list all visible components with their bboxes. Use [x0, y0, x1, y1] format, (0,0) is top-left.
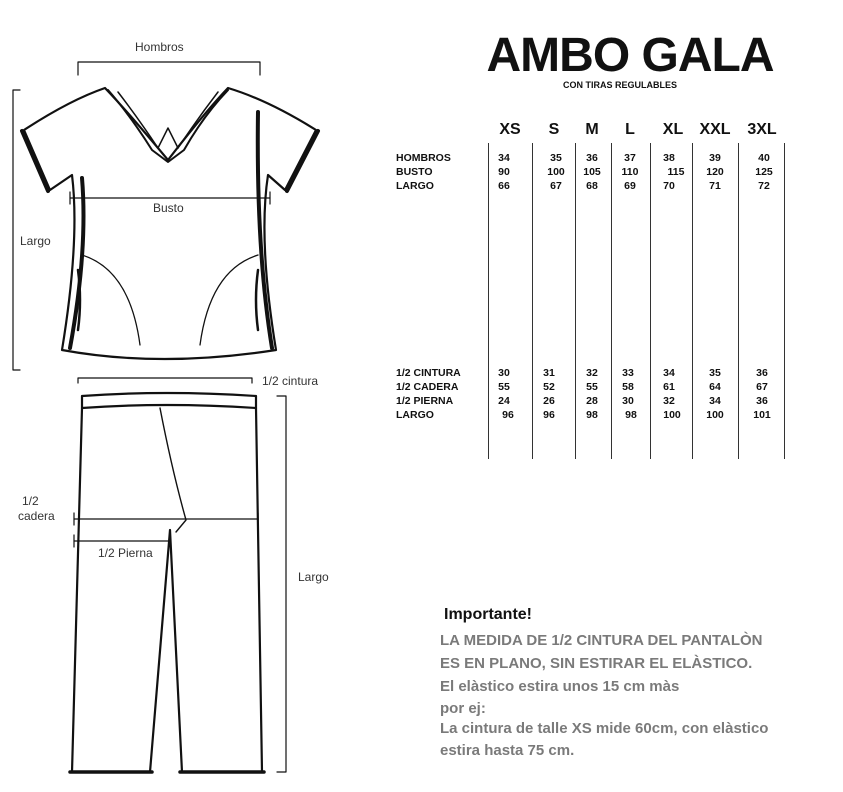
cadera-label-1: 1/2: [22, 494, 39, 508]
table-cell: 100: [663, 409, 681, 421]
table-cell: 28: [586, 395, 598, 407]
table-cell: 55: [498, 381, 510, 393]
table-cell: 64: [709, 381, 721, 393]
hombros-label: Hombros: [135, 40, 184, 54]
cintura-bracket: [78, 378, 252, 383]
size-header-s: S: [548, 121, 560, 138]
table-cell: 101: [753, 409, 771, 421]
table-cell: 26: [543, 395, 555, 407]
table-cell: 120: [706, 166, 724, 178]
table-cell: 61: [663, 381, 675, 393]
row-label-cintura: 1/2 CINTURA: [396, 367, 461, 379]
shirt-outline: [24, 88, 316, 359]
important-line: LA MEDIDA DE 1/2 CINTURA DEL PANTALÒN: [440, 632, 763, 649]
table-cell: 30: [622, 395, 634, 407]
row-label-cadera: 1/2 CADERA: [396, 381, 459, 393]
cadera-label-2: cadera: [18, 509, 55, 523]
table-cell: 115: [667, 166, 685, 178]
table-cell: 39: [709, 152, 721, 164]
table-cell: 98: [625, 409, 637, 421]
table-cell: 110: [621, 166, 639, 178]
size-header-l: L: [625, 121, 635, 138]
table-cell: 30: [498, 367, 510, 379]
page-subtitle: CON TIRAS REGULABLES: [562, 80, 677, 90]
table-cell: 52: [543, 381, 555, 393]
table-cell: 100: [706, 409, 724, 421]
table-cell: 66: [498, 180, 510, 192]
table-cell: 36: [756, 395, 768, 407]
important-heading: Importante!: [444, 606, 532, 623]
largo-top-label: Largo: [20, 234, 51, 248]
table-cell: 55: [586, 381, 598, 393]
size-header-xxl: XXL: [699, 121, 731, 138]
table-cell: 34: [498, 152, 510, 164]
page-title: AMBO GALA: [486, 29, 774, 82]
pierna-label: 1/2 Pierna: [98, 546, 153, 560]
table-cell: 100: [547, 166, 565, 178]
pants-outline: [72, 408, 262, 772]
table-cell: 90: [498, 166, 510, 178]
size-header-xl: XL: [662, 121, 684, 138]
table-cell: 70: [663, 180, 675, 192]
table-cell: 69: [624, 180, 636, 192]
cintura-label: 1/2 cintura: [262, 374, 319, 388]
hombros-bracket: [78, 62, 260, 75]
table-cell: 96: [502, 409, 514, 421]
table-cell: 36: [586, 152, 598, 164]
important-line: La cintura de talle XS mide 60cm, con elàstico: [440, 720, 769, 737]
row-label-hombros: HOMBROS: [396, 152, 451, 164]
shirt-collar: [108, 90, 228, 162]
table-cell: 32: [663, 395, 675, 407]
table-cell: 31: [543, 367, 555, 379]
important-line: estira hasta 75 cm.: [440, 742, 575, 759]
table-cell: 58: [622, 381, 634, 393]
table-cell: 68: [586, 180, 598, 192]
largo-pant-label: Largo: [298, 570, 329, 584]
table-cell: 125: [755, 166, 773, 178]
table-cell: 24: [498, 395, 510, 407]
table-cell: 98: [586, 409, 598, 421]
table-cell: 67: [550, 180, 562, 192]
column-divider: [784, 143, 785, 459]
important-line: El elàstico estira unos 15 cm màs: [440, 678, 680, 695]
row-label-pierna: 1/2 PIERNA: [396, 395, 454, 407]
important-line: por ej:: [440, 700, 486, 717]
table-cell: 71: [709, 180, 721, 192]
busto-label: Busto: [153, 201, 184, 215]
pants-waistband: [82, 393, 256, 408]
table-cell: 35: [709, 367, 721, 379]
table-cell: 32: [586, 367, 598, 379]
largo-pant-bracket: [277, 396, 286, 772]
table-cell: 33: [622, 367, 634, 379]
important-line: ES EN PLANO, SIN ESTIRAR EL ELÀSTICO.: [440, 655, 753, 672]
table-cell: 67: [756, 381, 768, 393]
table-cell: 105: [583, 166, 601, 178]
table-cell: 40: [758, 152, 770, 164]
row-label-largo-pant: LARGO: [396, 409, 434, 421]
row-label-largo: LARGO: [396, 180, 434, 192]
table-cell: 72: [758, 180, 770, 192]
column-divider: [738, 143, 739, 459]
table-cell: 34: [663, 367, 675, 379]
size-header-m: M: [585, 121, 599, 138]
table-cell: 36: [756, 367, 768, 379]
table-cell: 37: [624, 152, 636, 164]
size-header-3xl: 3XL: [747, 121, 777, 138]
size-header-xs: XS: [499, 121, 521, 138]
table-cell: 38: [663, 152, 675, 164]
table-cell: 35: [550, 152, 562, 164]
column-divider: [692, 143, 693, 459]
table-cell: 96: [543, 409, 555, 421]
largo-top-bracket: [13, 90, 20, 370]
table-cell: 34: [709, 395, 721, 407]
row-label-busto: BUSTO: [396, 166, 433, 178]
